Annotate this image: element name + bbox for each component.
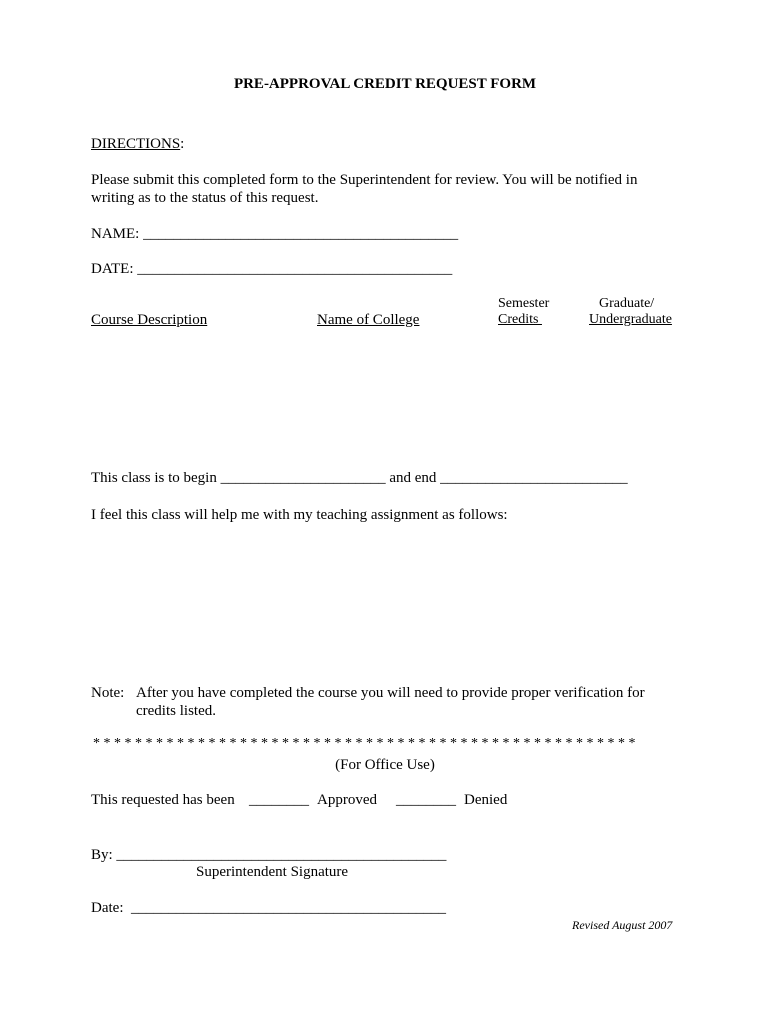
- star-divider: * * * * * * * * * * * * * * * * * * * * * * * * * * * * * * * * * * * * * * * * * * * * * * * * * * * *: [93, 736, 636, 751]
- header-graduate: Graduate/: [599, 296, 655, 311]
- office-date-label: Date:: [91, 900, 124, 916]
- denied-blank[interactable]: ________: [396, 792, 456, 808]
- teaching-assignment-prompt: I feel this class will help me with my teaching assignment as follows:: [91, 507, 508, 523]
- note-label: Note:: [91, 685, 125, 701]
- approved-label: Approved: [317, 792, 377, 808]
- header-course-description: Course Description: [91, 312, 208, 328]
- request-status-label: This requested has been: [91, 792, 235, 808]
- class-dates-line[interactable]: This class is to begin ______________________ and end _________________________: [91, 470, 628, 486]
- directions-text: Please submit this completed form to the Superintendent for review. You will be notified in writing as to the status of this request.: [91, 172, 638, 206]
- note-text-line1: After you have completed the course you will need to provide proper verification for: [136, 685, 645, 701]
- note-text-line2: credits listed.: [136, 703, 216, 719]
- revised-note: Revised August 2007: [572, 918, 673, 932]
- name-field-line[interactable]: NAME: __________________________________________: [91, 226, 459, 242]
- denied-label: Denied: [464, 792, 508, 808]
- approved-blank[interactable]: ________: [249, 792, 309, 808]
- office-date-blank[interactable]: __________________________________________: [131, 900, 446, 916]
- header-semester: Semester: [498, 296, 550, 311]
- signature-by-line[interactable]: By: ____________________________________________: [91, 847, 447, 863]
- header-credits: Credits: [498, 312, 542, 327]
- office-use-label: (For Office Use): [335, 757, 435, 773]
- date-field-line[interactable]: DATE: __________________________________________: [91, 261, 453, 277]
- directions-heading-text: DIRECTIONS: [91, 136, 181, 152]
- directions-heading: [91, 135, 184, 153]
- signature-label: Superintendent Signature: [196, 864, 349, 880]
- directions-colon: :: [180, 136, 185, 152]
- header-name-of-college: Name of College: [317, 312, 420, 328]
- form-title: PRE-APPROVAL CREDIT REQUEST FORM: [233, 76, 537, 92]
- header-undergraduate: Undergraduate: [589, 312, 672, 327]
